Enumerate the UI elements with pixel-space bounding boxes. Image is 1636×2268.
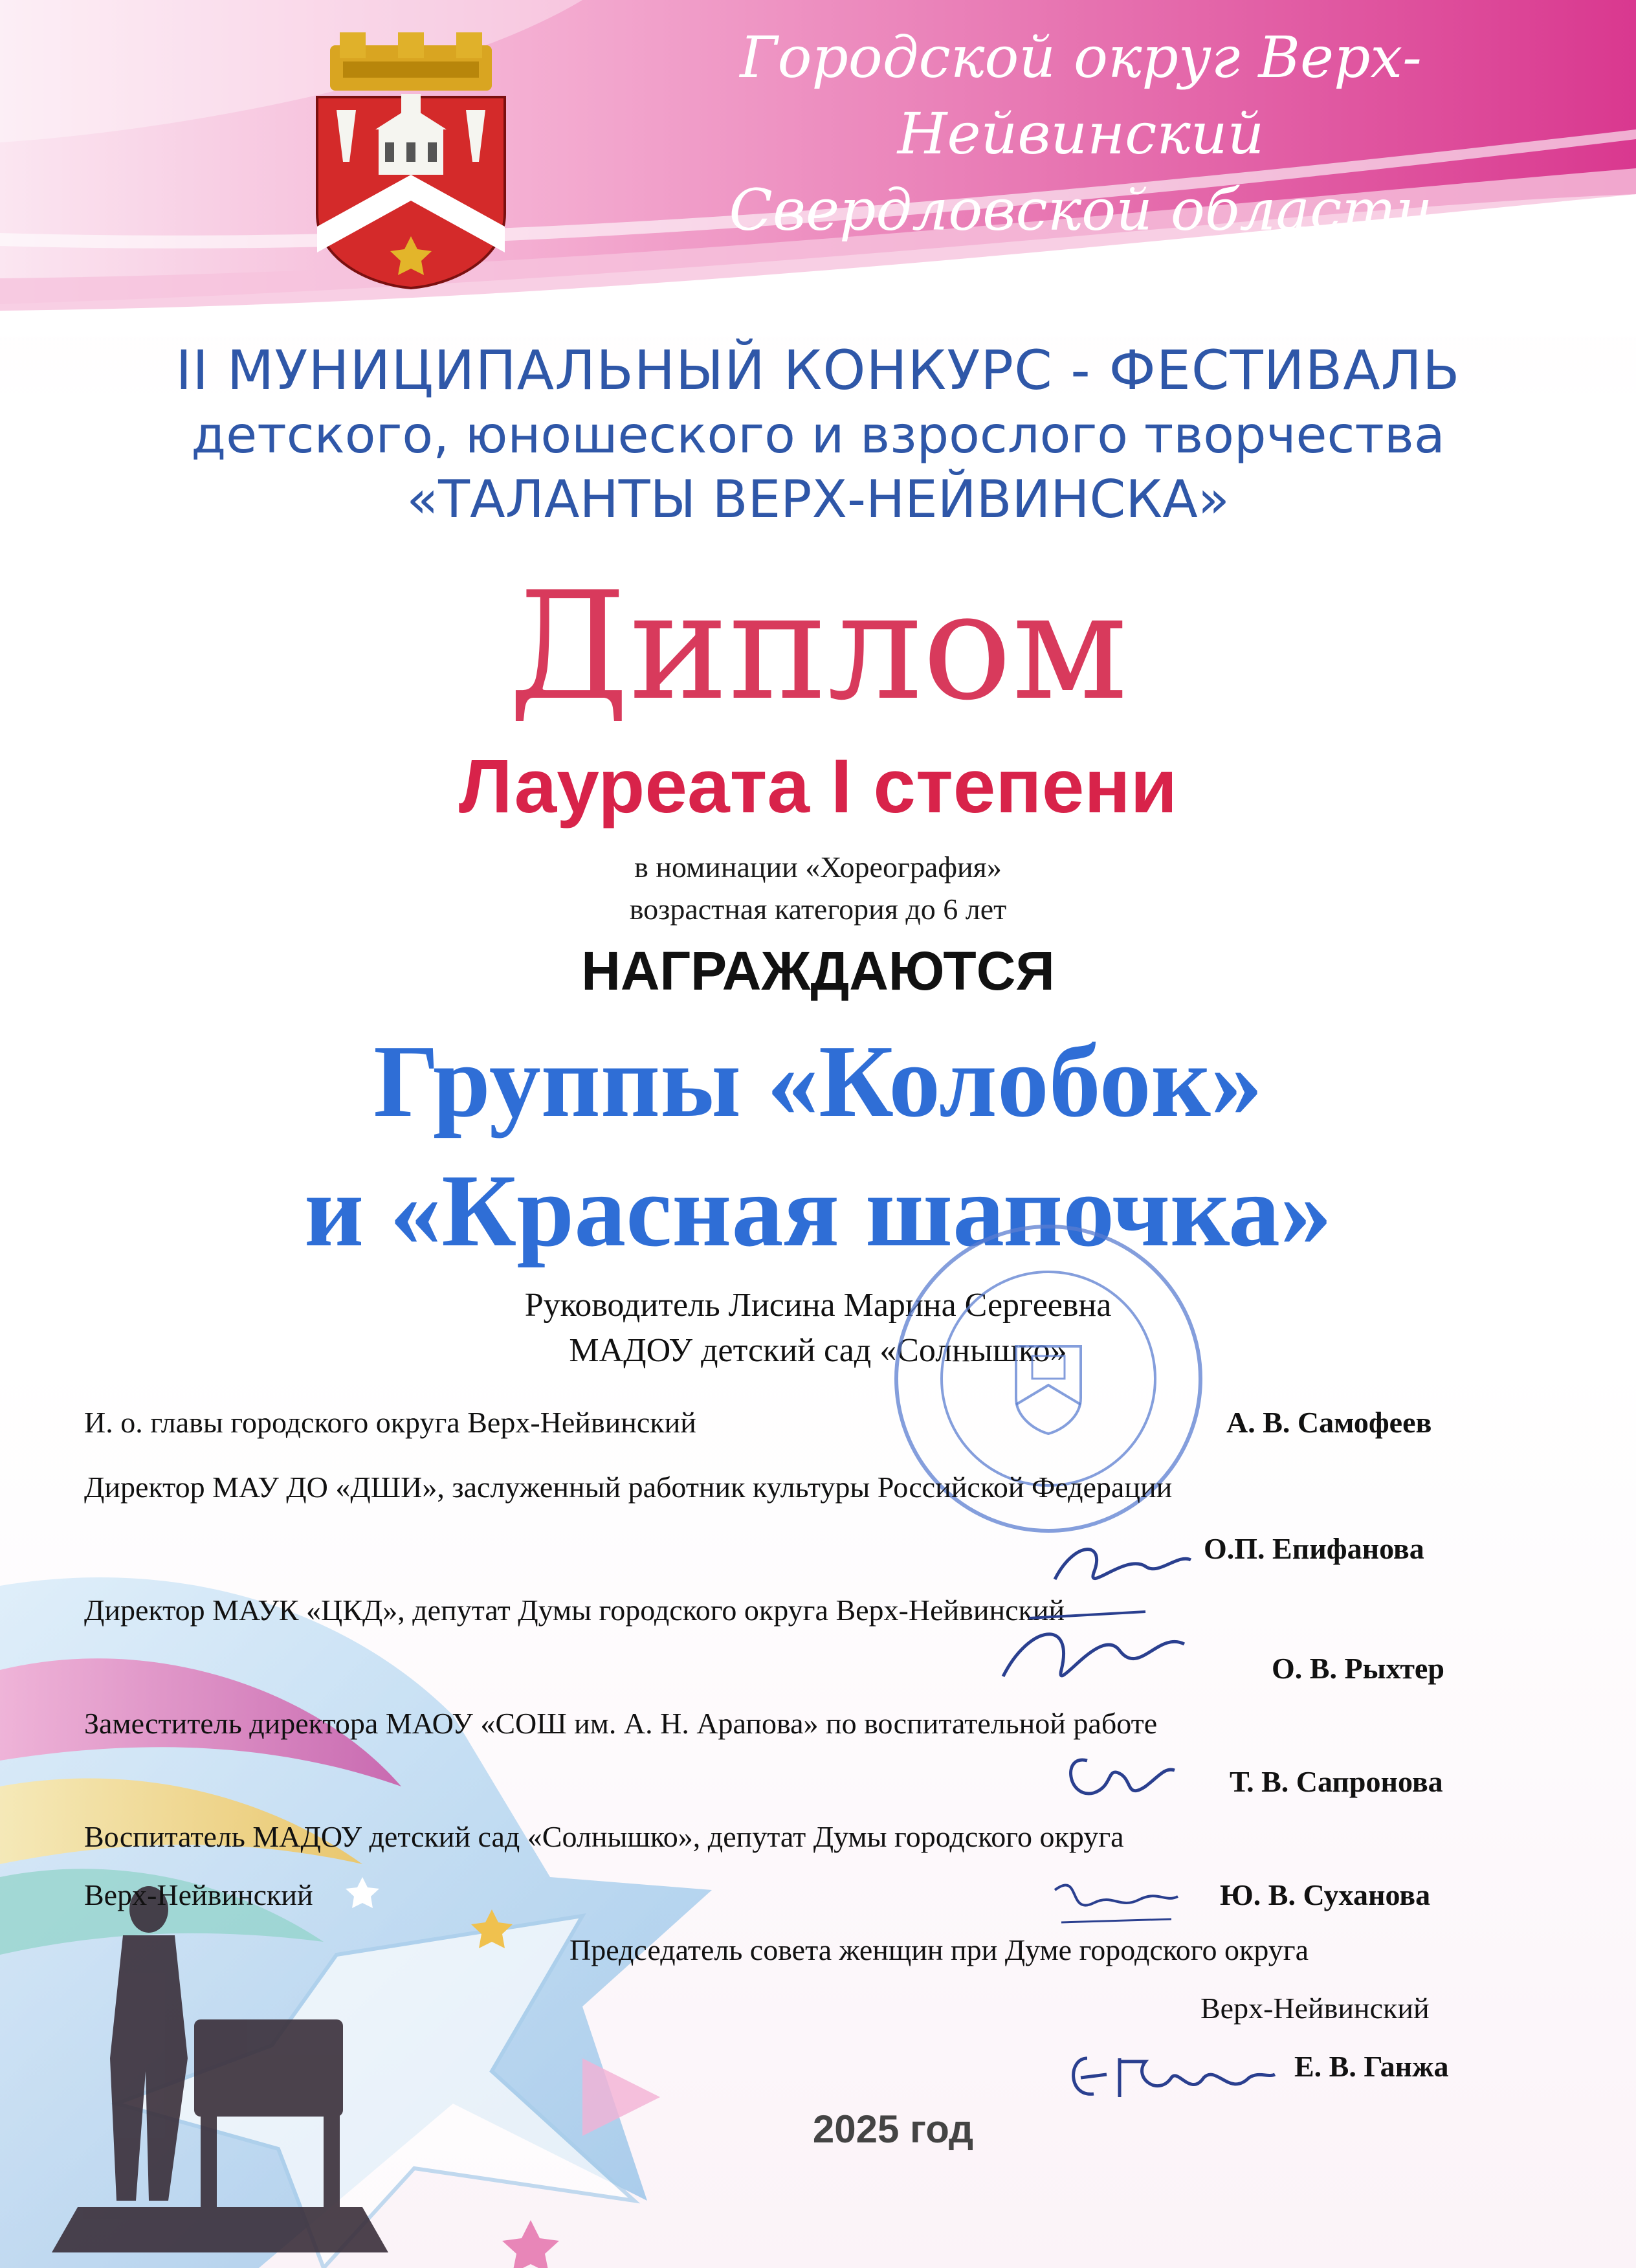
header-title bbox=[608, 19, 1553, 249]
diploma-degree: Лауреата I степени bbox=[458, 744, 1178, 829]
signatory-1-position: И. о. главы городского округа Верх-Нейвинский bbox=[84, 1406, 696, 1439]
signatory-2-position: Директор МАУ ДО «ДШИ», заслуженный работник культуры Российской Федерации bbox=[84, 1471, 1173, 1504]
institution: МАДОУ детский сад «Солнышко» bbox=[569, 1332, 1067, 1369]
signatory-5-position: Воспитатель МАДОУ детский сад «Солнышко», депутат Думы городского округа bbox=[84, 1820, 1124, 1853]
signatory-3-name: О. В. Рыхтер bbox=[1272, 1652, 1444, 1685]
signatory-4-name: Т. В. Сапронова bbox=[1230, 1765, 1443, 1798]
header-line-1: Городской округ Верх-Нейвинский bbox=[740, 24, 1422, 167]
awarded-heading: НАГРАЖДАЮТСЯ bbox=[581, 940, 1055, 1001]
signatory-3-position: Директор МАУК «ЦКД», депутат Думы городского округа Верх-Нейвинский bbox=[84, 1594, 1065, 1627]
signature-3-scribble bbox=[990, 1599, 1197, 1709]
footer-year: 2025 год bbox=[812, 2107, 974, 2151]
contest-title bbox=[0, 337, 1636, 532]
signatory-1-name: А. В. Самофеев bbox=[1226, 1406, 1432, 1439]
header-line-2: Свердловской области bbox=[729, 177, 1433, 243]
signatory-6-position: Председатель совета женщин при Думе городского округа bbox=[569, 1933, 1309, 1966]
contest-line-3: «ТАЛАНТЫ ВЕРХ-НЕЙВИНСКА» bbox=[406, 469, 1230, 529]
signatory-6-position-2: Верх-Нейвинский bbox=[1200, 1992, 1430, 2025]
nomination: в номинации «Хореография» bbox=[634, 850, 1002, 884]
signature-5-scribble bbox=[1042, 1864, 1184, 1935]
signatory-5-name: Ю. В. Суханова bbox=[1220, 1878, 1431, 1911]
signatory-2-name: О.П. Епифанова bbox=[1204, 1532, 1424, 1565]
signatory-5-position-2: Верх-Нейвинский bbox=[84, 1878, 313, 1911]
recipient-line-2: и «Красная шапочка» bbox=[304, 1153, 1332, 1268]
signatory-6-name: Е. В. Ганжа bbox=[1294, 2050, 1449, 2083]
recipient-line-1: Группы «Колобок» bbox=[373, 1023, 1263, 1139]
contest-line-2: детского, юношеского и взрослого творчества bbox=[191, 406, 1445, 465]
signatory-4-position: Заместитель директора МАОУ «СОШ им. А. Н. Арапова» по воспитательной работе bbox=[84, 1707, 1158, 1740]
leader: Руководитель Лисина Марина Сергеевна bbox=[524, 1287, 1112, 1324]
signature-2-scribble bbox=[1048, 1528, 1197, 1605]
contest-line-1: II МУНИЦИПАЛЬНЫЙ КОНКУРС - ФЕСТИВАЛЬ bbox=[175, 339, 1461, 402]
age-category: возрастная категория до 6 лет bbox=[629, 893, 1007, 926]
signature-4-scribble bbox=[1061, 1741, 1178, 1812]
recipient bbox=[0, 1016, 1636, 1275]
diploma-title: Диплом bbox=[508, 561, 1128, 733]
coat-of-arms-icon bbox=[304, 32, 518, 291]
signature-6-scribble bbox=[1061, 2039, 1281, 2110]
